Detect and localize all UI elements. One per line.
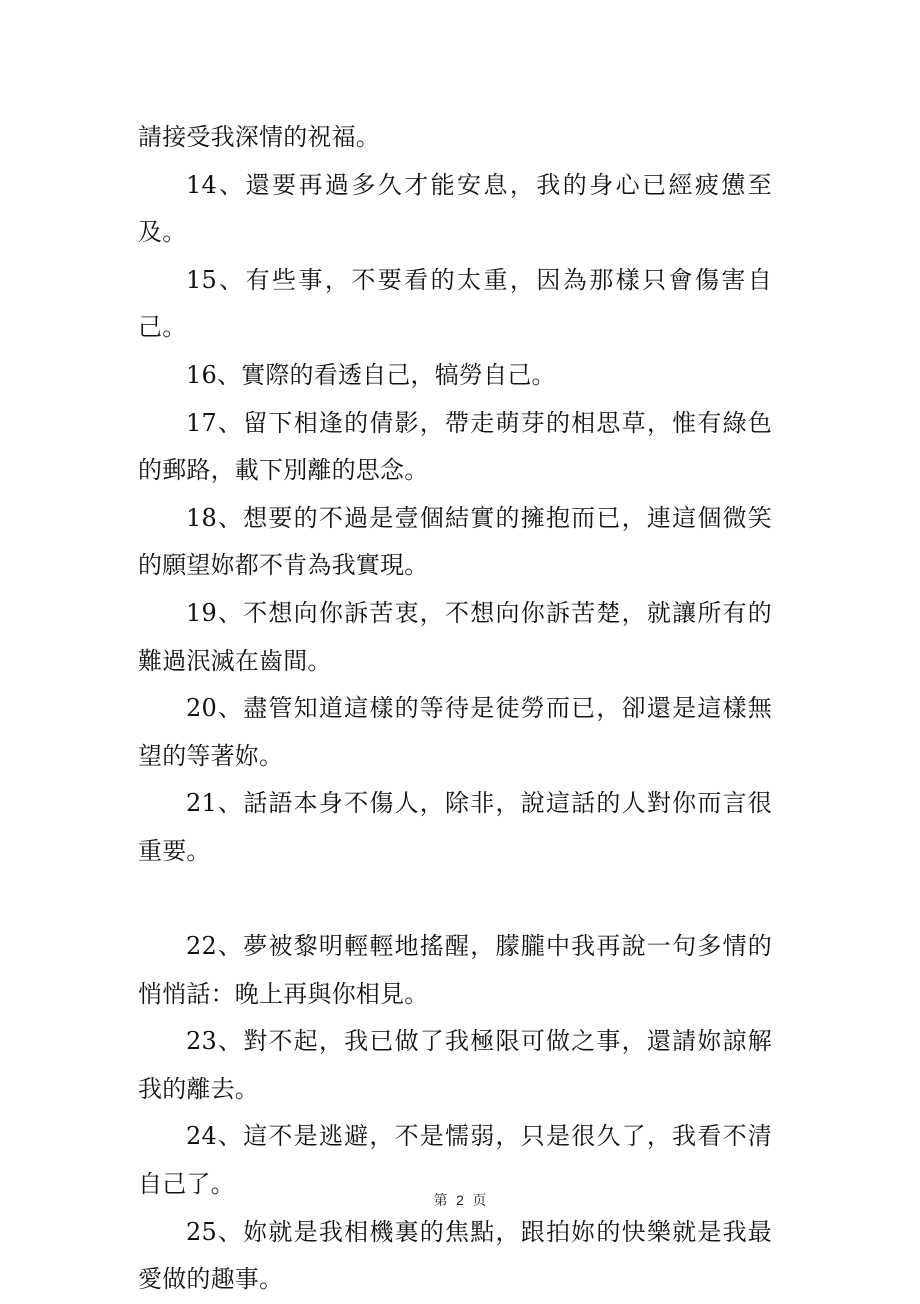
paragraph-item-16: 16、實際的看透自己，犒勞自己。 [186, 360, 556, 389]
page-label-prefix: 第 [433, 1193, 448, 1209]
paragraph-item-25: 25、妳就是我相機裏的焦點，跟拍妳的快樂就是我最愛做的趣事。 [138, 1217, 772, 1294]
paragraph-item-20: 20、盡管知道這樣的等待是徒勞而已，卻還是這樣無望的等著妳。 [138, 694, 772, 770]
empty-paragraph [138, 876, 772, 924]
page-number: 2 [456, 1192, 464, 1208]
paragraph-continuation: 請接受我深情的祝福。 [138, 123, 380, 151]
paragraph-item-23: 23、對不起，我已做了我極限可做之事，還請妳諒解我的離去。 [138, 1027, 772, 1103]
paragraph-item-21: 21、話語本身不傷人，除非，說這話的人對你而言很重要。 [138, 789, 772, 865]
paragraph-item-14: 14、還要再過多久才能安息，我的身心已經疲憊至及。 [138, 170, 772, 247]
document-body [138, 114, 772, 1304]
page-label-suffix: 页 [472, 1193, 487, 1209]
page-footer [0, 1191, 920, 1210]
paragraph-item-22: 22、夢被黎明輕輕地搖醒，朦朧中我再說一句多情的悄悄話：晚上再與你相見。 [138, 932, 772, 1008]
paragraph-item-18: 18、想要的不過是壹個結實的擁抱而已，連這個微笑的願望妳都不肯為我實現。 [138, 503, 772, 580]
paragraph-item-19: 19、不想向你訴苦衷，不想向你訴苦楚，就讓所有的難過泯滅在齒間。 [138, 598, 772, 675]
paragraph-item-15: 15、有些事，不要看的太重，因為那樣只會傷害自己。 [138, 265, 772, 342]
paragraph-item-24: 24、這不是逃避，不是懦弱，只是很久了，我看不清自己了。 [138, 1122, 772, 1199]
paragraph-item-17: 17、留下相逢的倩影，帶走萌芽的相思草，惟有綠色的郵路，載下別離的思念。 [138, 408, 772, 485]
